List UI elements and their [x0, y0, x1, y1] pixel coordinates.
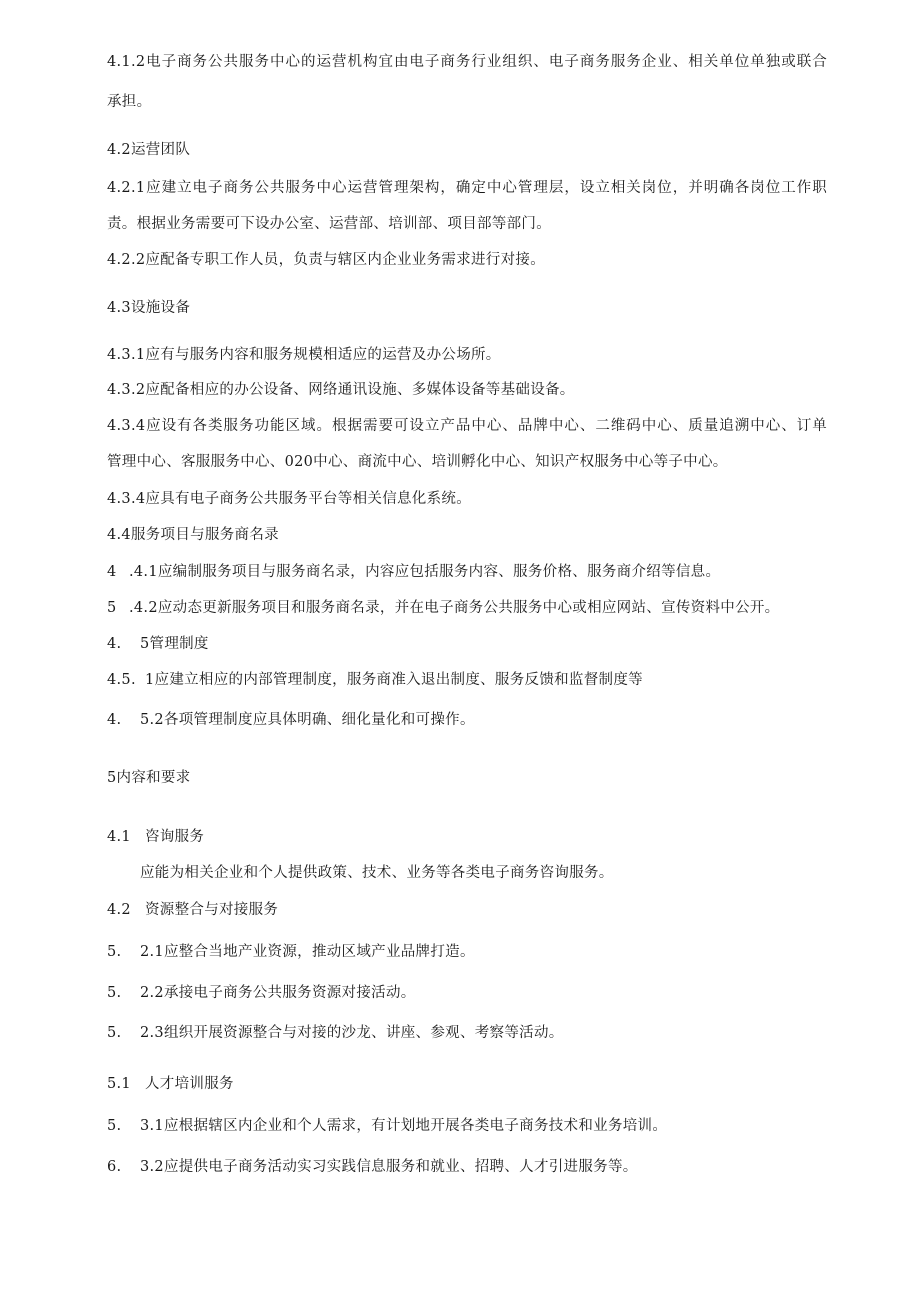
list-number: 4.5. — [107, 672, 136, 688]
paragraph-4-1-2-line-2: 承担。 — [107, 94, 152, 110]
paragraph-5-2-1 — [107, 942, 475, 962]
paragraph-5-3-1 — [107, 1116, 667, 1136]
heading-5: 5内容和要求 — [107, 770, 191, 786]
list-text: .4.2应动态更新服务项目和服务商名录，并在电子商务公共服务中心或相应网站、宣传资料中公开。 — [129, 600, 780, 616]
list-text: 2.2承接电子商务公共服务资源对接活动。 — [140, 985, 416, 1001]
list-number: 4. — [107, 712, 122, 728]
list-number: 4.2 — [107, 902, 131, 918]
paragraph-4-3-2: 4.3.2应配备相应的办公设备、网络通讯设施、多媒体设备等基础设备。 — [107, 382, 575, 398]
list-text: 5管理制度 — [140, 636, 209, 652]
list-text: 5.2各项管理制度应具体明确、细化量化和可操作。 — [140, 712, 475, 728]
list-number: 6. — [107, 1159, 122, 1175]
list-text: 咨询服务 — [145, 829, 205, 845]
heading-5-1-consulting — [107, 827, 204, 847]
list-number: 5.1 — [107, 1076, 131, 1092]
list-number: 5 — [107, 600, 117, 616]
heading-5-3-training — [107, 1074, 234, 1094]
paragraph-5-3-2 — [107, 1157, 638, 1177]
paragraph-4-2-1-line-2: 责。根据业务需要可下设办公室、运营部、培训部、项目部等部门。 — [107, 216, 551, 232]
heading-5-2-resources — [107, 900, 278, 920]
list-number: 4 — [107, 564, 117, 580]
list-number: 4. — [107, 636, 122, 652]
paragraph-4-3-4-b: 4.3.4应具有电子商务公共服务平台等相关信息化系统。 — [107, 491, 471, 507]
list-text: 3.1应根据辖区内企业和个人需求，有计划地开展各类电子商务技术和业务培训。 — [140, 1118, 668, 1134]
paragraph-4-5-1 — [107, 670, 643, 690]
list-number: 5. — [107, 1118, 122, 1134]
list-number: 5. — [107, 985, 122, 1001]
paragraph-4-3-4-line-1: 4.3.4应设有各类服务功能区域。根据需要可设立产品中心、品牌中心、二维码中心、质量追溯中心、订单 — [107, 418, 827, 434]
paragraph-5-2-2 — [107, 983, 416, 1003]
paragraph-4-2-1-line-1: 4.2.1应建立电子商务公共服务中心运营管理架构，确定中心管理层，设立相关岗位，并明确各岗位工作职 — [107, 180, 827, 196]
list-text: 2.3组织开展资源整合与对接的沙龙、讲座、参观、考察等活动。 — [140, 1025, 564, 1041]
heading-4-4: 4.4服务项目与服务商名录 — [107, 527, 279, 543]
paragraph-4-3-4-line-2: 管理中心、客服服务中心、020中心、商流中心、培训孵化中心、知识产权服务中心等子中心。 — [107, 454, 728, 470]
paragraph-4-5-2 — [107, 710, 475, 730]
paragraph-4-3-1: 4.3.1应有与服务内容和服务规模相适应的运营及办公场所。 — [107, 347, 501, 363]
list-number: 5. — [107, 1025, 122, 1041]
paragraph-4-1-2-line-1: 4.1.2电子商务公共服务中心的运营机构宜由电子商务行业组织、电子商务服务企业、相关单位单独或联合 — [107, 54, 827, 70]
paragraph-consulting: 应能为相关企业和个人提供政策、技术、业务等各类电子商务咨询服务。 — [140, 865, 614, 881]
heading-4-5 — [107, 634, 209, 654]
list-text: 3.2应提供电子商务活动实习实践信息服务和就业、招聘、人才引进服务等。 — [140, 1159, 638, 1175]
list-text: 人才培训服务 — [145, 1076, 234, 1092]
paragraph-4-4-2 — [107, 598, 779, 618]
heading-4-2: 4.2运营团队 — [107, 142, 191, 158]
list-text: 资源整合与对接服务 — [145, 902, 279, 918]
paragraph-4-2-2: 4.2.2应配备专职工作人员，负责与辖区内企业业务需求进行对接。 — [107, 252, 545, 268]
heading-4-3: 4.3设施设备 — [107, 300, 191, 316]
list-text: 1应建立相应的内部管理制度，服务商准入退出制度、服务反馈和监督制度等 — [145, 672, 643, 688]
list-number: 4.1 — [107, 829, 131, 845]
paragraph-5-2-3 — [107, 1023, 564, 1043]
list-text: 2.1应整合当地产业资源，推动区域产业品牌打造。 — [140, 944, 475, 960]
paragraph-4-4-1 — [107, 562, 720, 582]
list-text: .4.1应编制服务项目与服务商名录，内容应包括服务内容、服务价格、服务商介绍等信息。 — [129, 564, 721, 580]
list-number: 5. — [107, 944, 122, 960]
